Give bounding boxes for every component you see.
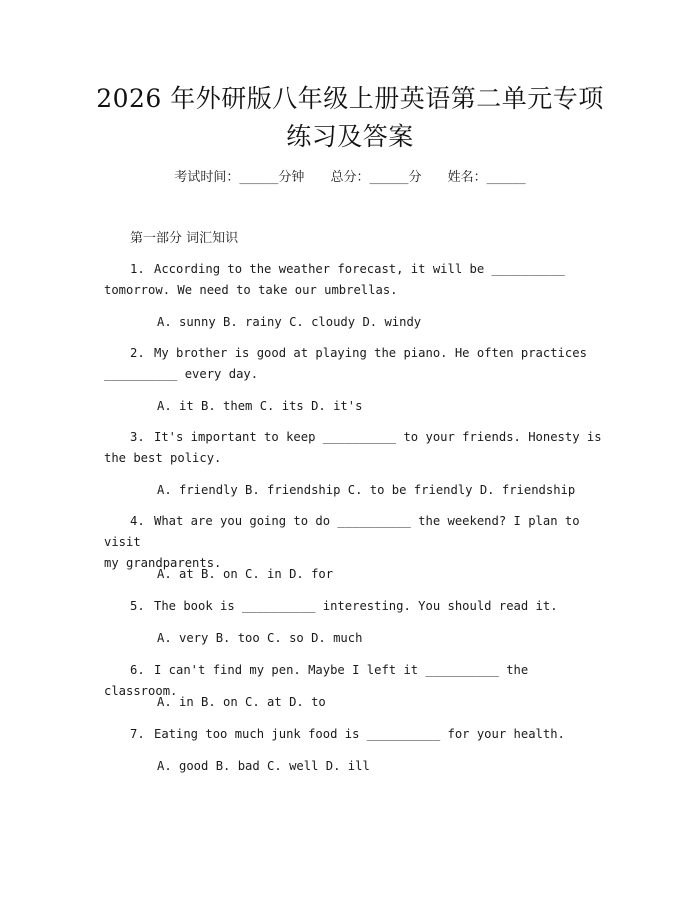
exam-info (0, 168, 700, 188)
question-text-continued: my grandparents. (104, 556, 222, 570)
question-2-options: A. it B. them C. its D. it's (157, 399, 363, 413)
question-text-continued: tomorrow. We need to take our umbrellas. (104, 283, 398, 297)
question-number: 4. (130, 514, 145, 528)
question-text-continued: __________ every day. (104, 367, 259, 381)
document-title-line-2: 练习及答案 (286, 122, 414, 151)
question-2 (104, 343, 604, 385)
question-5 (104, 596, 604, 617)
question-text-continued: the best policy. (104, 451, 222, 465)
question-text: According to the weather forecast, it will be __________ (154, 262, 565, 276)
question-number: 3. (130, 430, 145, 444)
question-number: 2. (130, 346, 145, 360)
question-7-options: A. good B. bad C. well D. ill (157, 759, 370, 773)
question-text: I can't find my pen. Maybe I left it __________ the classroom. (104, 663, 536, 698)
question-number: 1. (130, 262, 145, 276)
question-3-options: A. friendly B. friendship C. to be friendly D. friendship (157, 483, 576, 497)
exam-name-field: 姓名：______ (447, 170, 526, 185)
question-7 (104, 724, 604, 745)
exam-score-field: 总分：______分 (330, 170, 422, 185)
question-6-options: A. in B. on C. at D. to (157, 695, 326, 709)
question-text: Eating too much junk food is __________ for your health. (154, 727, 565, 741)
question-number: 6. (130, 663, 145, 677)
document-title-line-1: 2026 年外研版八年级上册英语第二单元专项 (96, 84, 604, 113)
question-text: It's important to keep __________ to your friends. Honesty is (154, 430, 602, 444)
question-4-options: A. at B. on C. in D. for (157, 567, 334, 581)
question-text: What are you going to do __________ the weekend? I plan to visit (104, 514, 587, 549)
question-1-options: A. sunny B. rainy C. cloudy D. windy (157, 315, 422, 329)
question-number: 7. (130, 727, 145, 741)
question-text: My brother is good at playing the piano. He often practices (154, 346, 587, 360)
question-text: The book is __________ interesting. You should read it. (154, 599, 558, 613)
question-5-options: A. very B. too C. so D. much (157, 631, 363, 645)
question-number: 5. (130, 599, 145, 613)
question-3 (104, 427, 604, 469)
exam-time-field: 考试时间：______分钟 (174, 170, 305, 185)
question-1 (104, 259, 604, 301)
section-title: 第一部分 词汇知识 (130, 231, 239, 246)
